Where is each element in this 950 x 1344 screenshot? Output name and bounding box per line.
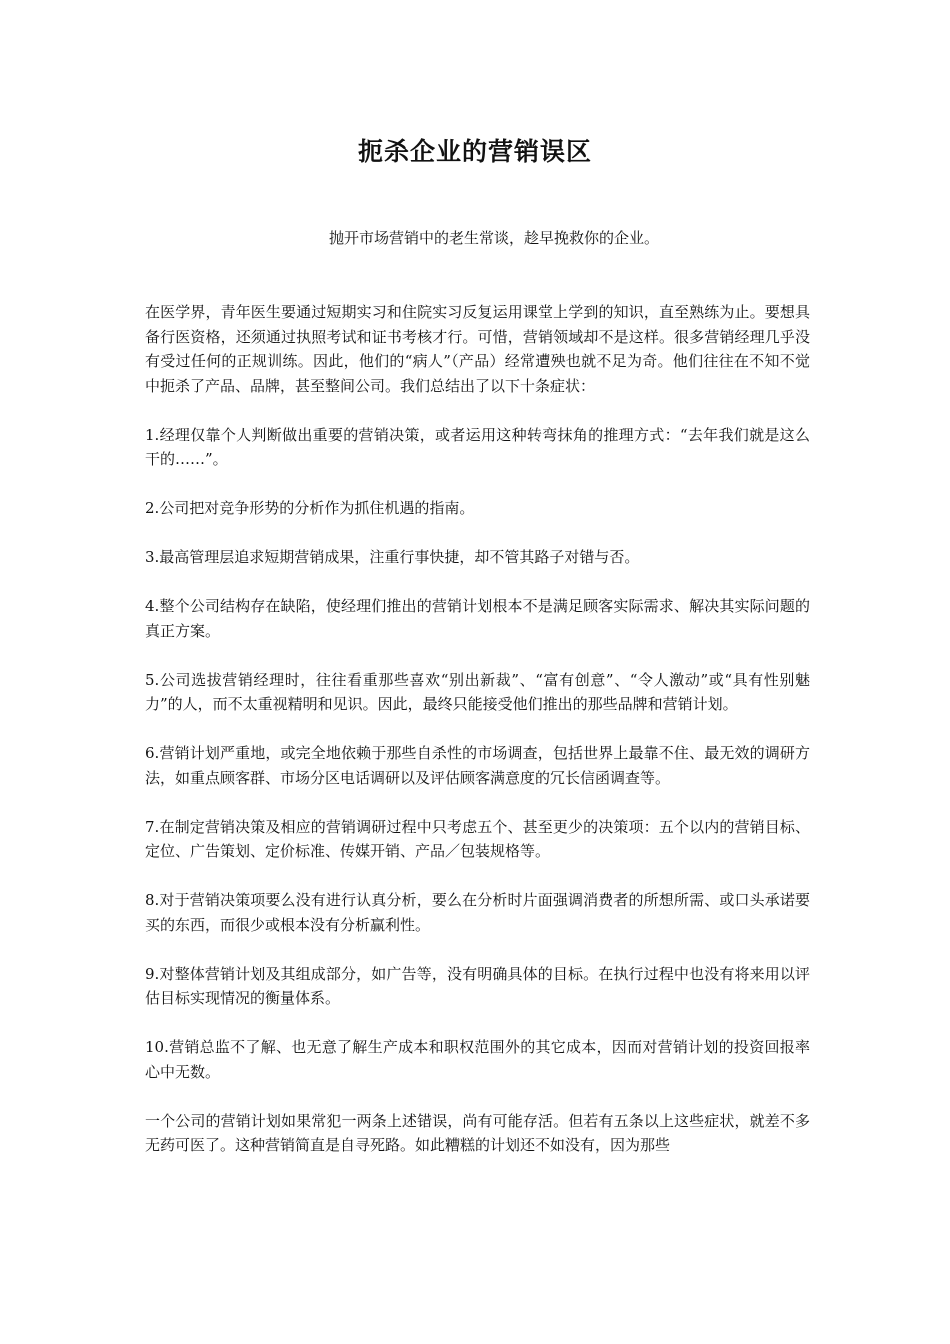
document-subtitle: 抛开市场营销中的老生常谈，趁早挽救你的企业。 — [328, 229, 659, 247]
list-item-4: 4.整个公司结构存在缺陷，使经理们推出的营销计划根本不是满足顾客实际需求、解决其实际问题的真正方案。 — [145, 597, 810, 640]
list-item-7: 7.在制定营销决策及相应的营销调研过程中只考虑五个、甚至更少的决策项：五个以内的营销目标、定位、广告策划、定价标准、传媒开销、产品／包装规格等。 — [145, 817, 810, 860]
list-item-9: 9.对整体营销计划及其组成部分，如广告等，没有明确具体的目标。在执行过程中也没有将来用以评估目标实现情况的衡量体系。 — [145, 964, 810, 1007]
list-item-8: 8.对于营销决策项要么没有进行认真分析，要么在分析时片面强调消费者的所想所需、或口头承诺要买的东西，而很少或根本没有分析赢利性。 — [145, 891, 810, 934]
list-item-1: 1.经理仅靠个人判断做出重要的营销决策，或者运用这种转弯抹角的推理方式：“去年我们就是这么干的……”。 — [145, 425, 810, 468]
list-item-6: 6.营销计划严重地，或完全地依赖于那些自杀性的市场调查，包括世界上最靠不住、最无效的调研方法，如重点顾客群、市场分区电话调研以及评估顾客满意度的冗长信函调查等。 — [145, 744, 810, 787]
list-item-5: 5.公司选拔营销经理时，往往看重那些喜欢“别出新裁”、“富有创意”、“令人激动”或“具有性别魅力”的人，而不太重视精明和见识。因此，最终只能接受他们推出的那些品牌和营销计划。 — [145, 670, 810, 713]
paragraph-conclusion: 一个公司的营销计划如果常犯一两条上述错误，尚有可能存活。但若有五条以上这些症状，就差不多无药可医了。这种营销简直是自寻死路。如此糟糕的计划还不如没有，因为那些 — [145, 1111, 810, 1154]
document-title: 扼杀企业的营销误区 — [357, 137, 592, 166]
list-item-2: 2.公司把对竞争形势的分析作为抓住机遇的指南。 — [145, 499, 475, 517]
list-item-10: 10.营销总监不了解、也无意了解生产成本和职权范围外的其它成本，因而对营销计划的投资回报率心中无数。 — [145, 1038, 810, 1081]
paragraph-intro: 在医学界，青年医生要通过短期实习和住院实习反复运用课堂上学到的知识，直至熟练为止。要想具备行医资格，还须通过执照考试和证书考核才行。可惜，营销领域却不是这样。很多营销经理几乎没有受过任何的正规训练。因此，他们的“病人”（产品）经常遭殃也就不足为奇。他们往往在不知不觉中扼杀了产品、品牌，甚至整间公司。我们总结出了以下十条症状： — [145, 303, 810, 395]
document-body — [145, 300, 810, 1182]
list-item-3: 3.最高管理层追求短期营销成果，注重行事快捷，却不管其路子对错与否。 — [145, 548, 640, 566]
